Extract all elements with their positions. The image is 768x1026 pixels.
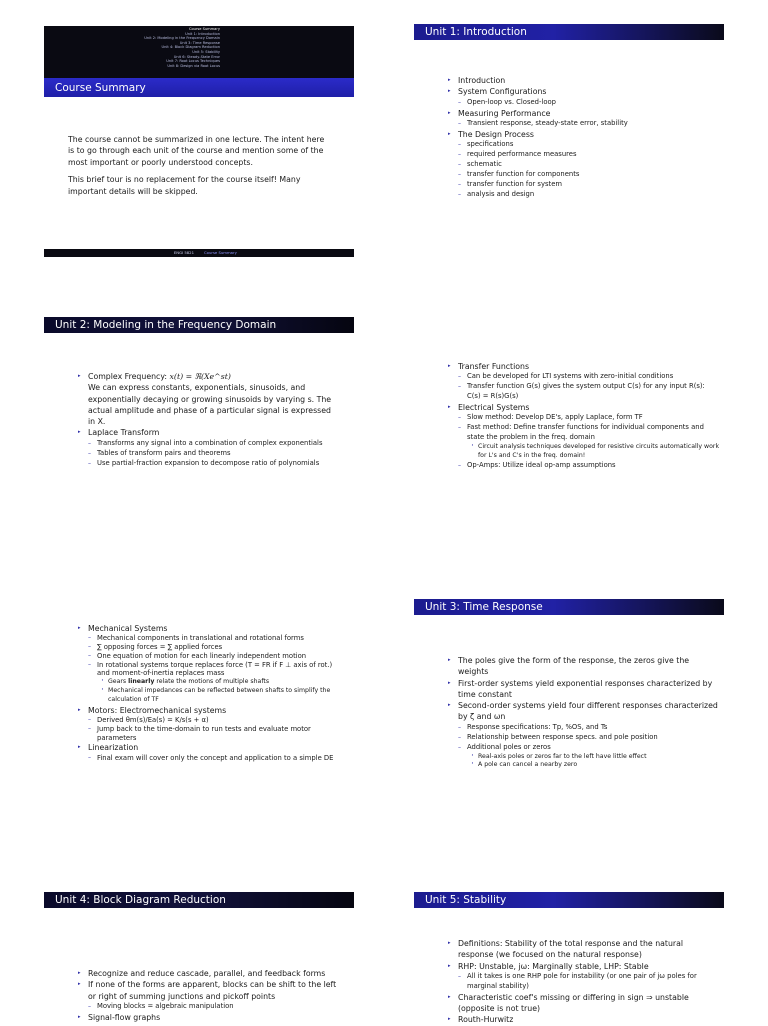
bullet-list	[75, 968, 340, 1023]
nav-item[interactable]: Course Summary	[188, 27, 220, 31]
nav-item[interactable]: Unit 1: Introduction	[185, 31, 220, 36]
slide-title: Unit 4: Block Diagram Reduction	[55, 894, 226, 906]
list-item: – transfer function for system	[456, 180, 715, 190]
list-item: · Real-axis poles or zeros far to the left have little effect	[469, 753, 720, 762]
list-item: ▸ Laplace Transform	[75, 427, 335, 438]
list-item: – Jump back to the time-domain to run tests and evaluate motor parameters	[86, 725, 335, 743]
title-band	[414, 892, 724, 908]
list-item: – Fast method: Define transfer functions for individual components and state the problem in the freq. domain	[456, 423, 720, 443]
list-item: – Use partial-fraction expansion to decompose ratio of polynomials	[86, 459, 335, 469]
list-item: ▸ Second-order systems yield four different responses characterized by ζ and ωn	[445, 700, 720, 723]
list-item: – Additional poles or zeros	[456, 743, 720, 753]
list-item: – analysis and design	[456, 190, 715, 200]
list-item: ▸ Definitions: Stability of the total response and the natural response (we focused on the natural response)	[445, 938, 720, 961]
list-item: ▸ Signal-flow graphs	[75, 1012, 340, 1023]
list-item: ▸ Measuring Performance	[445, 108, 715, 119]
nav-list	[144, 27, 220, 68]
list-item: – transfer function for components	[456, 170, 715, 180]
bullet-list	[445, 75, 715, 199]
slide-unit1	[414, 24, 724, 256]
title-band	[44, 892, 354, 908]
nav-item[interactable]: Unit 4: Block Diagram Reduction	[161, 45, 220, 50]
list-item: ▸ The Design Process	[445, 129, 715, 140]
list-item: ▸ Transfer Functions	[445, 361, 720, 372]
list-item: – Open-loop vs. Closed-loop	[456, 98, 715, 108]
list-item: – Relationship between response specs. and pole position	[456, 733, 720, 743]
nav-item[interactable]: Unit 3: Time Response	[179, 40, 220, 45]
nav-item[interactable]: Unit 5: Stability	[192, 49, 220, 54]
list-item: ▸ Linearization	[75, 742, 335, 753]
list-item: · Circuit analysis techniques developed for resistive circuits automatically work for L's and C's in the freq. domain!	[469, 443, 720, 461]
slide-unit5	[414, 892, 724, 1024]
list-item: · Mechanical impedances can be reflected between shafts to simplify the calculation of TF	[99, 687, 335, 705]
list-item: ▸ Recognize and reduce cascade, parallel, and feedback forms	[75, 968, 340, 979]
list-item: ▸ Motors: Electromechanical systems	[75, 705, 335, 716]
slide-title: Unit 1: Introduction	[425, 26, 527, 38]
paragraph: This brief tour is no replacement for the course itself! Many important details will be skipped.	[68, 175, 301, 196]
slide-unit2	[44, 317, 354, 549]
title-band	[414, 24, 724, 40]
paragraph: The course cannot be summarized in one lecture. The intent here is to go through each unit of the course and mention some of the most important or poorly understood concepts.	[68, 135, 325, 167]
title-band	[44, 317, 354, 333]
list-item: ▸ Routh-Hurwitz	[445, 1014, 720, 1025]
footer-section: Course Summary	[204, 250, 237, 255]
footer-course-code: ENGI 5821	[173, 250, 194, 255]
slide-unit4	[44, 892, 354, 1024]
bullet-list	[75, 623, 335, 762]
nav-item[interactable]: Unit 6: Steady-State Error	[173, 54, 220, 59]
list-item: · A pole can cancel a nearby zero	[469, 761, 720, 770]
bullet-list	[445, 361, 720, 471]
nav-item[interactable]: Unit 8: Design via Root Locus	[167, 63, 220, 68]
list-item: ▸ Characteristic coef's missing or differing in sign ⇒ unstable (opposite is not true)	[445, 992, 720, 1015]
list-item: ▸ RHP: Unstable, jω: Marginally stable, LHP: Stable	[445, 961, 720, 972]
list-item: – Op-Amps: Utilize ideal op-amp assumptions	[456, 461, 720, 471]
slide-title: Unit 3: Time Response	[425, 601, 543, 613]
list-item: – required performance measures	[456, 150, 715, 160]
slide-unit2-mech	[44, 601, 354, 833]
nav-item[interactable]: Unit 7: Root Locus Techniques	[166, 59, 220, 64]
list-item: – Final exam will cover only the concept and application to a simple DE	[86, 754, 335, 763]
list-item: ▸ Introduction	[445, 75, 715, 86]
list-item: – All it takes is one RHP pole for instability (or one pair of jω poles for marginal stability)	[456, 972, 720, 992]
list-item: ▸ If none of the forms are apparent, blocks can be shift to the left or right of summing junctions and pickoff points	[75, 979, 340, 1002]
slide-body	[68, 134, 330, 203]
list-item: ▸ Mechanical Systems	[75, 623, 335, 634]
bullet-list	[445, 938, 720, 1026]
bullet-list	[75, 371, 335, 469]
bullet-list	[445, 655, 720, 770]
slide-title: Unit 2: Modeling in the Frequency Domain	[55, 319, 277, 331]
list-item: – Transfer function G(s) gives the system output C(s) for any input R(s): C(s) = R(s)G(s)	[456, 382, 720, 402]
list-item: – Slow method: Develop DE's, apply Laplace, form TF	[456, 413, 720, 423]
slide-unit2-cont	[414, 317, 724, 549]
list-item: – Derived θm(s)/Ea(s) = K/s(s + α)	[86, 716, 335, 725]
list-item: – specifications	[456, 140, 715, 150]
list-item: – schematic	[456, 160, 715, 170]
list-item: ▸ The poles give the form of the response, the zeros give the weights	[445, 655, 720, 678]
title-band	[44, 78, 354, 97]
list-item: – Transient response, steady-state error, stability	[456, 119, 715, 129]
list-item: – One equation of motion for each linearly independent motion	[86, 652, 335, 661]
list-item: – Moving blocks = algebraic manipulation	[86, 1002, 340, 1012]
list-item: – Can be developed for LTI systems with zero-initial conditions	[456, 372, 720, 382]
list-item: ▸ Electrical Systems	[445, 402, 720, 413]
list-item: – In rotational systems torque replaces force (T = FR if F ⊥ axis of rot.) and moment-of-inertia replaces mass	[86, 661, 335, 679]
slide-title: Course Summary	[55, 82, 146, 94]
slide-course-summary	[44, 26, 354, 258]
slide-footer	[44, 249, 354, 257]
list-item: ▸ Complex Frequency: x(t) = ℜ(Xe^st) We can express constants, exponentials, sinusoids, and exponentially decaying or growing sinusoids by varying s. The actual amplitude and phase of a particular signal is expressed in X.	[75, 371, 335, 427]
list-item: – Tables of transform pairs and theorems	[86, 449, 335, 459]
list-item: – Mechanical components in translational and rotational forms	[86, 634, 335, 643]
list-item: – Response specifications: Tp, %OS, and Ts	[456, 723, 720, 733]
slide-nav-header	[44, 26, 354, 94]
nav-item[interactable]: Unit 2: Modeling in the Frequency Domain	[144, 36, 220, 41]
slide-unit3	[414, 599, 724, 831]
slide-title: Unit 5: Stability	[425, 894, 507, 906]
list-item: – ∑ opposing forces = ∑ applied forces	[86, 643, 335, 652]
list-item: ▸ System Configurations	[445, 86, 715, 97]
list-item: ▸ First-order systems yield exponential responses characterized by time constant	[445, 678, 720, 701]
list-item: · Gears linearly relate the motions of multiple shafts	[99, 678, 335, 687]
list-item: – Transforms any signal into a combination of complex exponentials	[86, 439, 335, 449]
title-band	[414, 599, 724, 615]
